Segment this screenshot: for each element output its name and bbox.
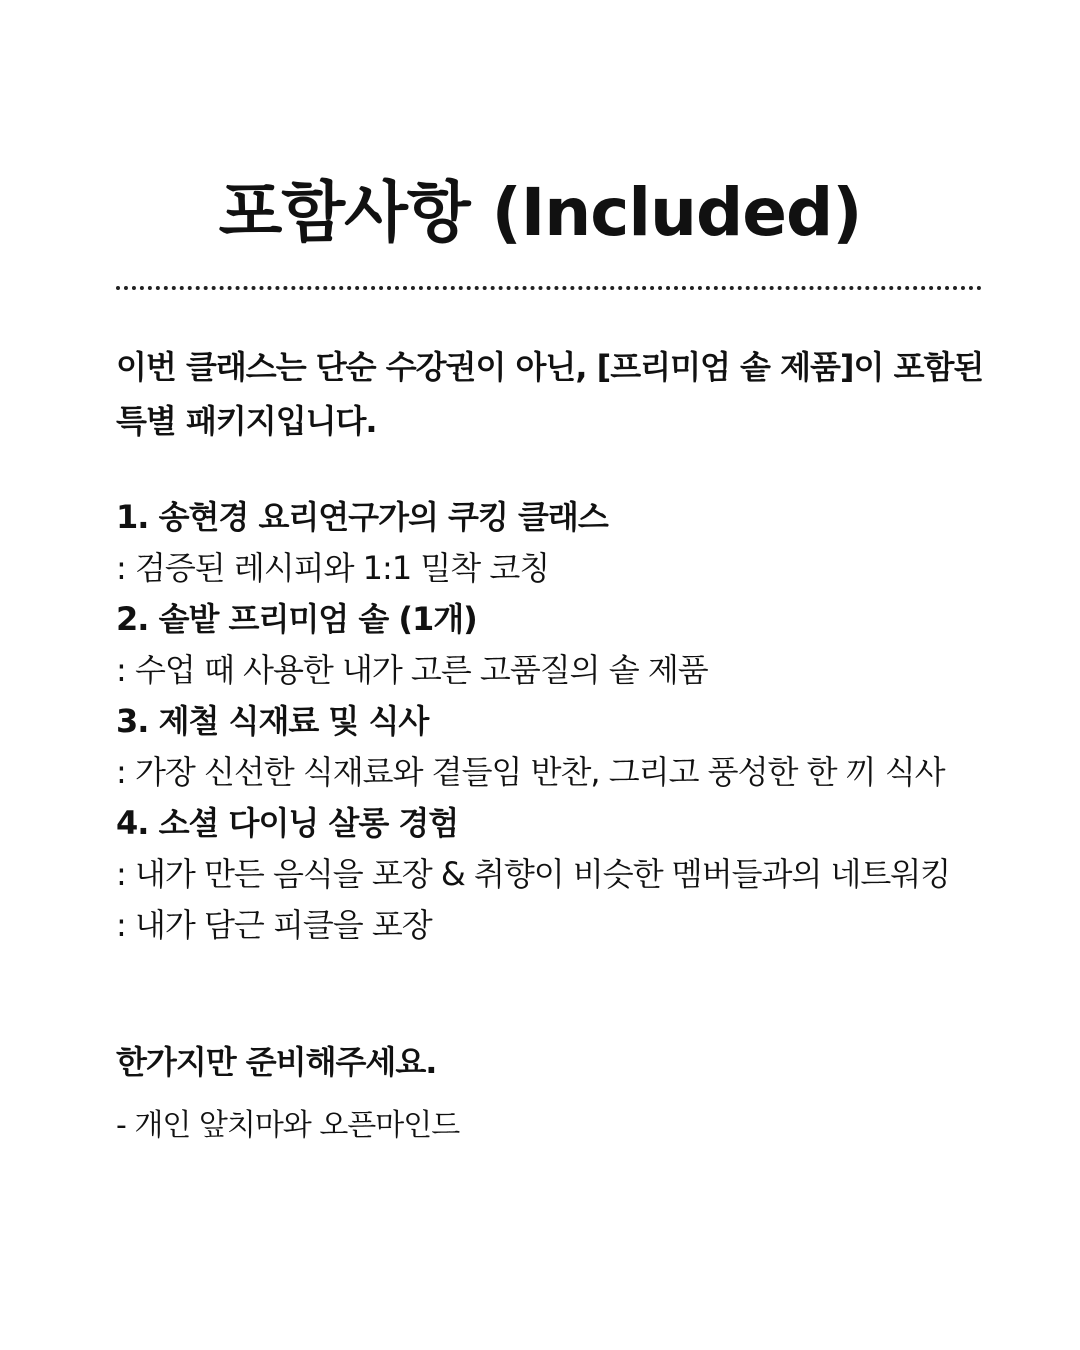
prep-item: - 개인 앞치마와 오픈마인드 xyxy=(116,1108,460,1143)
prep-title: 한가지만 준비해주세요. xyxy=(116,1043,437,1081)
included-item-desc-2: : 수업 때 사용한 내가 고른 고품질의 솥 제품 xyxy=(116,651,708,689)
intro-line-2: 특별 패키지입니다. xyxy=(116,402,377,440)
page-title: 포함사항 (Included) xyxy=(218,174,862,251)
included-list xyxy=(116,492,1016,951)
intro-text xyxy=(116,340,1016,448)
included-item-title-4: 4. 소셜 다이닝 살롱 경험 xyxy=(116,804,459,842)
included-item-desc-4a: : 내가 만든 음식을 포장 & 취향이 비슷한 멤버들과의 네트워킹 xyxy=(116,855,951,893)
content xyxy=(116,340,1016,1151)
included-item-desc-4b: : 내가 담근 피클을 포장 xyxy=(116,906,432,944)
dotted-divider xyxy=(116,286,982,290)
included-item-title-2: 2. 솥밭 프리미엄 솥 (1개) xyxy=(116,600,477,638)
included-item-desc-3: : 가장 신선한 식재료와 곁들임 반찬, 그리고 풍성한 한 끼 식사 xyxy=(116,753,945,791)
included-item-title-3: 3. 제철 식재료 및 식사 xyxy=(116,702,429,740)
included-item-desc-1: : 검증된 레시피와 1:1 밀착 코칭 xyxy=(116,549,550,587)
included-item-title-1: 1. 송현경 요리연구가의 쿠킹 클래스 xyxy=(116,498,608,536)
intro-line-1: 이번 클래스는 단순 수강권이 아닌, [프리미엄 솥 제품]이 포함된 xyxy=(116,348,984,386)
